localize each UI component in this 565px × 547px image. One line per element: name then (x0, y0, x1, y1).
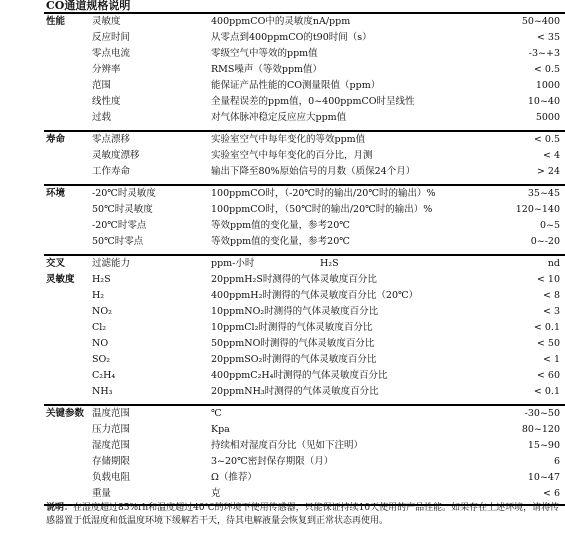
spec-row (0, 438, 565, 454)
spec-row (0, 352, 565, 368)
param-value: 15~90 (527, 440, 560, 451)
section-category: 关键参数 (46, 408, 85, 419)
param-description: 克 (211, 488, 221, 499)
param-value: < 0.5 (533, 64, 560, 75)
param-description: 持续相对湿度百分比（见如下注明） (211, 440, 364, 451)
param-name: 工作寿命 (92, 166, 131, 177)
param-name: H₂ (92, 290, 105, 301)
section-category: 交叉 (46, 258, 66, 269)
param-description: 等效ppm值的变化量，参考20℃ (211, 220, 350, 231)
param-description: 全量程误差的ppm值，0~400ppmCO时呈线性 (211, 96, 415, 107)
footnote (46, 502, 561, 528)
param-description: Kpa (211, 424, 230, 435)
spec-row (0, 148, 565, 164)
spec-row (0, 470, 565, 486)
param-name: 零点漂移 (92, 134, 131, 145)
param-name: 范围 (92, 80, 112, 91)
spec-row (0, 320, 565, 336)
param-value: < 10 (536, 274, 560, 285)
spec-row (0, 256, 565, 272)
param-value: -30~50 (524, 408, 560, 419)
param-description: 100ppmCO时，（50℃时的输出/20℃时的输出）% (211, 204, 433, 215)
param-value: < 6 (542, 488, 560, 499)
param-value: < 35 (536, 32, 560, 43)
param-value: 10~47 (527, 472, 560, 483)
param-description: 3~20℃密封保存期限（月） (211, 456, 334, 467)
param-description: 50ppmNO时测得的气体灵敏度百分比 (211, 338, 375, 349)
param-name: 负载电阻 (92, 472, 131, 483)
param-name: 温度范围 (92, 408, 131, 419)
param-value: 0~-20 (530, 236, 560, 247)
spec-row (0, 94, 565, 110)
spec-row (0, 422, 565, 438)
param-name: 重量 (92, 488, 112, 499)
param-name: 反应时间 (92, 32, 131, 43)
spec-row (0, 218, 565, 234)
param-description: ℃ (211, 408, 222, 419)
param-value: 50~400 (521, 16, 560, 27)
param-name: NH₃ (92, 386, 113, 397)
param-name: SO₂ (92, 354, 111, 365)
spec-row (0, 384, 565, 400)
spec-row (0, 486, 565, 502)
param-name: 零点电流 (92, 48, 131, 59)
spec-row (0, 62, 565, 78)
param-value: < 60 (536, 370, 560, 381)
param-description: 从零点到400ppmCO的t90时间（s） (211, 32, 372, 43)
param-name: 50℃时灵敏度 (92, 204, 153, 215)
spec-row (0, 202, 565, 218)
param-value: 5000 (535, 112, 560, 123)
section-category: 环境 (46, 188, 66, 199)
param-name: 分辨率 (92, 64, 121, 75)
spec-row (0, 454, 565, 470)
spec-row (0, 368, 565, 384)
param-value: 35~45 (527, 188, 560, 199)
param-name: Cl₂ (92, 322, 107, 333)
footnote-text: 在湿度超过85%rh和温度超过40℃的环境下使用传感器，只能保证持续10天使用的产品性能。如果存在上述环境，请将传感器置于低湿度和低温度环境下缓解若干天，待其电解液量会恢复到正常状态再使用。 (46, 503, 560, 526)
param-name: 湿度范围 (92, 440, 131, 451)
param-name: H₂S (92, 274, 111, 285)
param-name: -20℃时灵敏度 (92, 188, 156, 199)
param-value: 80~120 (521, 424, 560, 435)
param-description-gas: H₂S (320, 258, 339, 269)
param-name: 50℃时零点 (92, 236, 144, 247)
param-value: 1000 (535, 80, 560, 91)
param-name: 过滤能力 (92, 258, 131, 269)
spec-row (0, 272, 565, 288)
spec-row (0, 78, 565, 94)
param-description: 20ppmH₂S时测得的气体灵敏度百分比 (211, 274, 377, 285)
param-description: 400ppmH₂时测得的气体灵敏度百分比（20℃） (211, 290, 419, 301)
param-description: ppm-小时 (211, 258, 255, 269)
param-name: 压力范围 (92, 424, 131, 435)
param-name: C₂H₄ (92, 370, 116, 381)
param-description: 100ppmCO时，（-20℃时的输出/20℃时的输出）% (211, 188, 436, 199)
param-description: 20ppmSO₂时测得的气体灵敏度百分比 (211, 354, 377, 365)
param-name: 存储期限 (92, 456, 131, 467)
param-value: -3~+3 (528, 48, 560, 59)
param-description: 对气体脉冲稳定反应应大ppm值 (211, 112, 347, 123)
param-value: < 0.1 (533, 386, 560, 397)
param-description: 10ppmCl₂时测得的气体灵敏度百分比 (211, 322, 373, 333)
footnote-label: 说明： (46, 503, 74, 513)
spec-row (0, 110, 565, 126)
section-category-cont: 灵敏度 (46, 274, 75, 285)
param-description: 400ppmC₂H₄时测得的气体灵敏度百分比 (211, 370, 388, 381)
param-value: < 8 (542, 290, 560, 301)
param-description: 能保证产品性能的CO测量限值（ppm） (211, 80, 381, 91)
spec-row (0, 288, 565, 304)
param-description: 零级空气中等效的ppm值 (211, 48, 318, 59)
param-name: -20℃时零点 (92, 220, 147, 231)
param-value: 6 (553, 456, 560, 467)
param-description: 实验室空气中每年变化的等效ppm值 (211, 134, 366, 145)
param-name: 线性度 (92, 96, 121, 107)
spec-row (0, 304, 565, 320)
section-category: 性能 (46, 16, 66, 27)
param-name: NO₂ (92, 306, 112, 317)
param-value: 120~140 (515, 204, 560, 215)
param-description: 实验室空气中每年变化的百分比，月测 (211, 150, 373, 161)
param-name: 过载 (92, 112, 112, 123)
param-value: < 0.5 (533, 134, 560, 145)
param-description: 10ppmNO₂时测得的气体灵敏度百分比 (211, 306, 379, 317)
param-value: < 3 (542, 306, 560, 317)
spec-row (0, 234, 565, 250)
param-name: 灵敏度漂移 (92, 150, 140, 161)
param-description: Ω（推荐） (211, 472, 257, 483)
param-description: RMS噪声（等效ppm值） (211, 64, 323, 75)
spec-row (0, 30, 565, 46)
section-category: 寿命 (46, 134, 66, 145)
param-description: 400ppmCO中的灵敏度nA/ppm (211, 16, 351, 27)
spec-row (0, 132, 565, 148)
spec-row (0, 46, 565, 62)
param-value: nd (547, 258, 560, 269)
spec-row (0, 186, 565, 202)
param-value: > 24 (536, 166, 560, 177)
param-value: < 4 (542, 150, 560, 161)
spec-row (0, 14, 565, 30)
param-value: 0~5 (539, 220, 560, 231)
param-value: < 1 (542, 354, 560, 365)
param-description: 输出下降至80%原始信号的月数（质保24个月） (211, 166, 416, 177)
param-name: NO (92, 338, 109, 349)
spec-row (0, 336, 565, 352)
param-description: 20ppmNH₃时测得的气体灵敏度百分比 (211, 386, 379, 397)
param-name: 灵敏度 (92, 16, 121, 27)
param-value: 10~40 (527, 96, 560, 107)
spec-row (0, 406, 565, 422)
spec-title: CO通道规格说明 (46, 0, 131, 12)
param-value: < 50 (536, 338, 560, 349)
param-description: 等效ppm值的变化量，参考20℃ (211, 236, 350, 247)
spec-row (0, 164, 565, 180)
param-value: < 0.1 (533, 322, 560, 333)
